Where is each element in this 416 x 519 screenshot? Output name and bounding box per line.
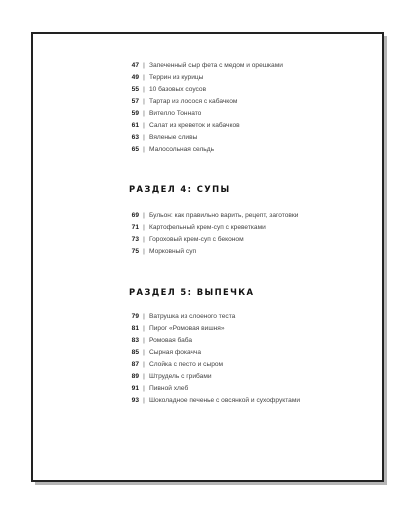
recipe-title: Малосольная сельдь	[149, 146, 215, 153]
separator: |	[143, 122, 145, 129]
recipe-title: Пивной хлеб	[149, 385, 189, 392]
page-number: 91	[131, 385, 139, 392]
separator: |	[143, 397, 145, 404]
recipe-title: Пирог «Ромовая вишня»	[149, 325, 225, 332]
recipe-title: Ватрушка из слоеного теста	[149, 313, 236, 320]
recipe-title: Салат из креветок и кабачков	[149, 122, 240, 129]
toc-entry	[33, 84, 206, 96]
toc-entry	[33, 347, 201, 359]
toc-entry	[33, 311, 235, 323]
page-number: 49	[131, 74, 139, 81]
page-number: 69	[131, 212, 139, 219]
recipe-title: Штрудель с грибами	[149, 373, 212, 380]
page-number: 93	[131, 397, 139, 404]
separator: |	[143, 349, 145, 356]
toc-entry	[33, 335, 192, 347]
separator: |	[143, 74, 145, 81]
page-number: 73	[131, 236, 139, 243]
toc-entry	[33, 234, 244, 246]
page-number: 75	[131, 248, 139, 255]
recipe-title: Тартар из лосося с кабачком	[149, 98, 238, 105]
separator: |	[143, 98, 145, 105]
separator: |	[143, 212, 145, 219]
page-number: 47	[131, 62, 139, 69]
page-number: 65	[131, 146, 139, 153]
separator: |	[143, 134, 145, 141]
recipe-title: Вителло Тоннато	[149, 110, 202, 117]
recipe-title: Вяленые сливы	[149, 134, 198, 141]
toc-entry	[33, 371, 212, 383]
recipe-title: Террин из курицы	[149, 74, 204, 81]
toc-entry	[33, 132, 197, 144]
toc-entry	[33, 72, 203, 84]
section-heading-soups: РАЗДЕЛ 4: СУПЫ	[129, 184, 231, 194]
page-number: 87	[131, 361, 139, 368]
toc-entry	[33, 395, 300, 407]
separator: |	[143, 361, 145, 368]
page-number: 61	[131, 122, 139, 129]
recipe-title: Бульон: как правильно варить, рецепт, заготовки	[149, 212, 299, 219]
book-page	[31, 32, 384, 482]
toc-entry	[33, 359, 223, 371]
separator: |	[143, 385, 145, 392]
page-number: 81	[131, 325, 139, 332]
separator: |	[143, 248, 145, 255]
toc-entry	[33, 210, 298, 222]
toc-entry	[33, 246, 196, 258]
separator: |	[143, 62, 145, 69]
section-heading-baking: РАЗДЕЛ 5: ВЫПЕЧКА	[129, 287, 255, 297]
toc-entry	[33, 108, 201, 120]
page-number: 89	[131, 373, 139, 380]
page-number: 85	[131, 349, 139, 356]
page-number: 55	[131, 86, 139, 93]
toc-entry	[33, 222, 266, 234]
toc-entry	[33, 323, 225, 335]
separator: |	[143, 325, 145, 332]
separator: |	[143, 110, 145, 117]
page-number: 63	[131, 134, 139, 141]
recipe-title: Слойка с песто и сыром	[149, 361, 224, 368]
recipe-title: Картофельный крем-суп с креветками	[149, 224, 266, 231]
separator: |	[143, 236, 145, 243]
toc-entry	[33, 96, 237, 108]
separator: |	[143, 337, 145, 344]
page-number: 59	[131, 110, 139, 117]
toc-entry	[33, 60, 283, 72]
recipe-title: Сырная фокачча	[149, 349, 202, 356]
page-number: 79	[131, 313, 139, 320]
toc-entry	[33, 120, 240, 132]
toc-entry	[33, 383, 188, 395]
page-number: 83	[131, 337, 139, 344]
recipe-title: Шоколадное печенье с овсянкой и сухофруктами	[149, 397, 301, 404]
toc-entry	[33, 144, 214, 156]
separator: |	[143, 373, 145, 380]
separator: |	[143, 86, 145, 93]
recipe-title: Запеченный сыр фета с медом и орешками	[149, 62, 283, 69]
recipe-title: Морковный суп	[149, 248, 197, 255]
recipe-title: 10 базовых соусов	[149, 86, 207, 93]
recipe-title: Гороховый крем-суп с беконом	[149, 236, 244, 243]
page-number: 71	[131, 224, 139, 231]
separator: |	[143, 224, 145, 231]
recipe-title: Ромовая баба	[149, 337, 193, 344]
page-number: 57	[131, 98, 139, 105]
separator: |	[143, 146, 145, 153]
separator: |	[143, 313, 145, 320]
